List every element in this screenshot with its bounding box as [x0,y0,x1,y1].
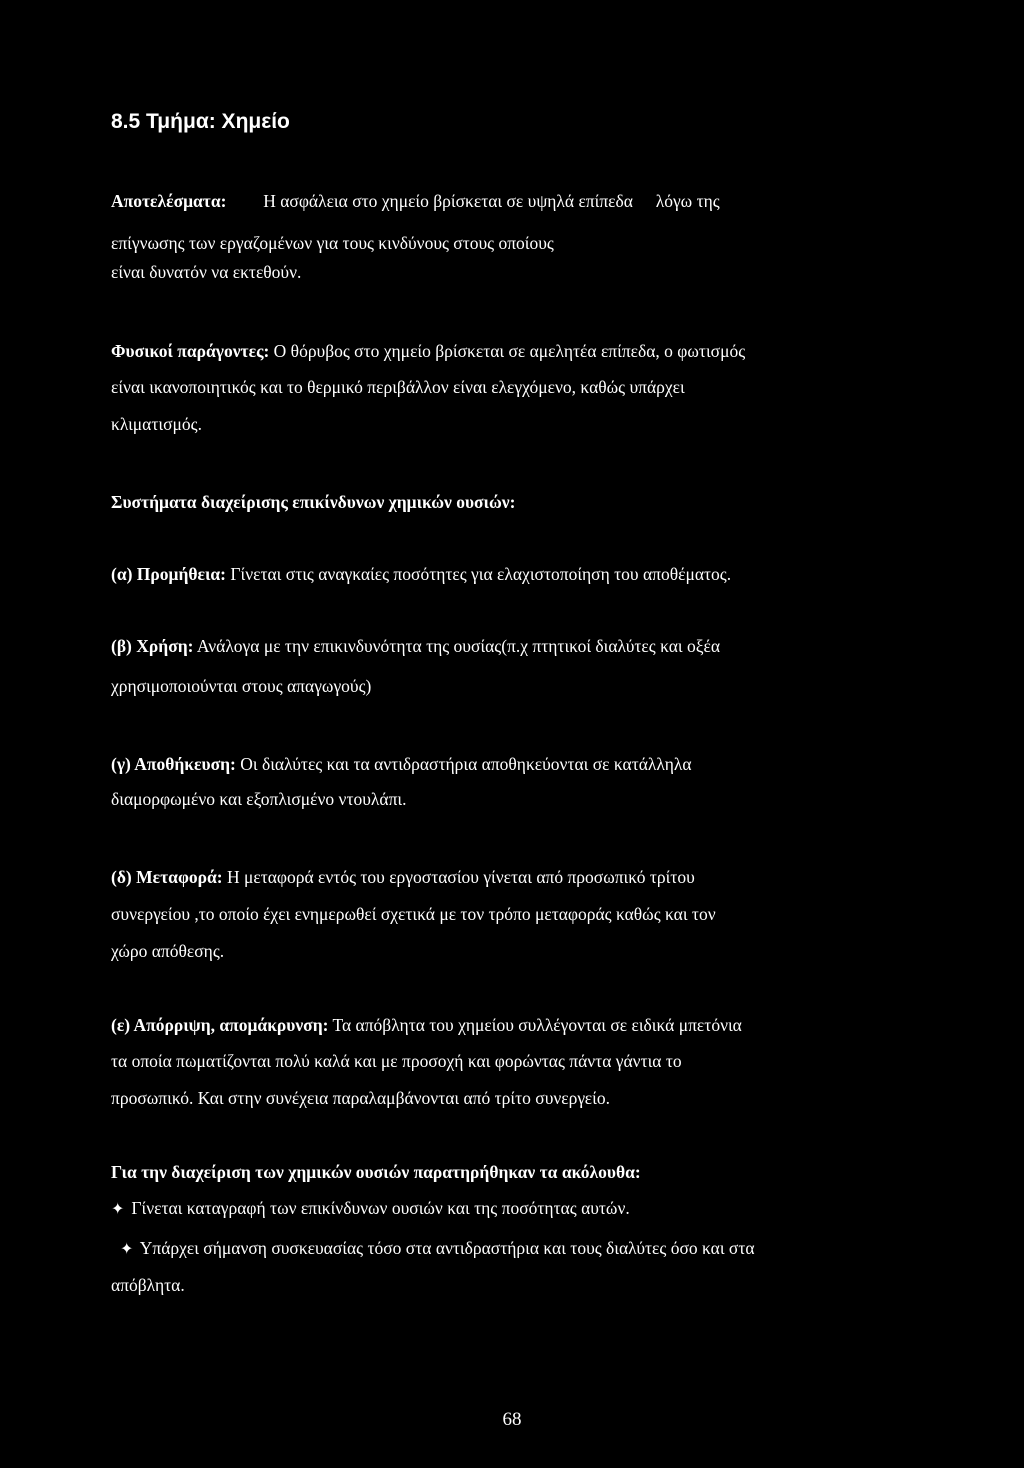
use-line-1 [111,635,720,657]
transport-line-1 [111,866,695,888]
observation-item-2 [120,1237,755,1261]
star-bullet-icon: ✦ [120,1241,134,1258]
observation-item-1 [111,1197,630,1221]
results-line-2: επίγνωσης των εργαζομένων για τους κινδύνους στους οποίους [111,233,554,253]
systems-heading-text: Συστήματα διαχείρισης επικίνδυνων χημικών ουσιών: [111,492,516,512]
observation-item-2-text: Υπάρχει σήμανση συσκευασίας τόσο στα αντιδραστήρια και τους διαλύτες όσο και στα [139,1238,755,1258]
results-label: Αποτελέσματα: [111,191,227,211]
results-text-1: Η ασφάλεια στο χημείο βρίσκεται σε υψηλά επίπεδα [263,191,633,211]
observation-item-2-line-2: απόβλητα. [111,1275,185,1295]
disposal-line-1 [111,1014,742,1036]
observations-heading-text: Για την διαχείριση των χημικών ουσιών παρατηρήθηκαν τα ακόλουθα: [111,1162,641,1182]
page-number: 68 [502,1409,522,1430]
observations-heading [111,1161,641,1183]
results-line-3: είναι δυνατόν να εκτεθούν. [111,262,302,282]
transport-line-3: χώρο απόθεσης. [111,941,225,961]
results-text-1b: λόγω της [655,191,720,211]
supply-line-1 [111,563,731,585]
results-line-1 [111,190,720,212]
disposal-line-3: προσωπικό. Και στην συνέχεια παραλαμβάνονται από τρίτο συνεργείο. [111,1088,610,1108]
use-text-1: Ανάλογα με την επικινδυνότητα της ουσίας(π.χ πτητικοί διαλύτες και οξέα [193,636,721,656]
disposal-label: (ε) Απόρριψη, απομάκρυνση: [111,1015,329,1035]
transport-line-2: συνεργείου ,το οποίο έχει ενημερωθεί σχετικά με τον τρόπο μεταφοράς καθώς και τον [111,904,716,924]
disposal-line-2: τα οποία πωματίζονται πολύ καλά και με προσοχή και φορώντας πάντα γάντια το [111,1051,682,1071]
transport-label: (δ) Μεταφορά: [111,867,223,887]
section-title: 8.5 Τμήμα: Χημείο [111,110,290,133]
use-line-2: χρησιμοποιούνται στους απαγωγούς) [111,676,372,696]
storage-text-1: Οι διαλύτες και τα αντιδραστήρια αποθηκεύονται σε κατάλληλα [235,754,692,774]
observation-item-1-text: Γίνεται καταγραφή των επικίνδυνων ουσιών και της ποσότητας αυτών. [131,1198,630,1218]
physical-line-2: είναι ικανοποιητικός και το θερμικό περιβάλλον είναι ελεγχόμενο, καθώς υπάρχει [111,377,685,397]
star-bullet-icon: ✦ [111,1201,125,1218]
transport-text-1: Η μεταφορά εντός του εργοστασίου γίνεται από προσωπικό τρίτου [222,867,695,887]
storage-line-2: διαμορφωμένο και εξοπλισμένο ντουλάπι. [111,789,407,809]
supply-text-1: Γίνεται στις αναγκαίες ποσότητες για ελαχιστοποίηση του αποθέματος. [226,564,732,584]
supply-label: (α) Προμήθεια: [111,564,227,584]
disposal-text-1: Τα απόβλητα του χημείου συλλέγονται σε ειδικά μπετόνια [328,1015,742,1035]
storage-line-1 [111,753,692,775]
physical-text-1: Ο θόρυβος στο χημείο βρίσκεται σε αμελητέα επίπεδα, ο φωτισμός [269,341,746,361]
physical-label: Φυσικοί παράγοντες: [111,341,270,361]
use-label: (β) Χρήση: [111,636,194,656]
systems-heading [111,491,515,513]
physical-line-1 [111,340,745,362]
storage-label: (γ) Αποθήκευση: [111,754,236,774]
physical-line-3: κλιματισμός. [111,414,202,434]
